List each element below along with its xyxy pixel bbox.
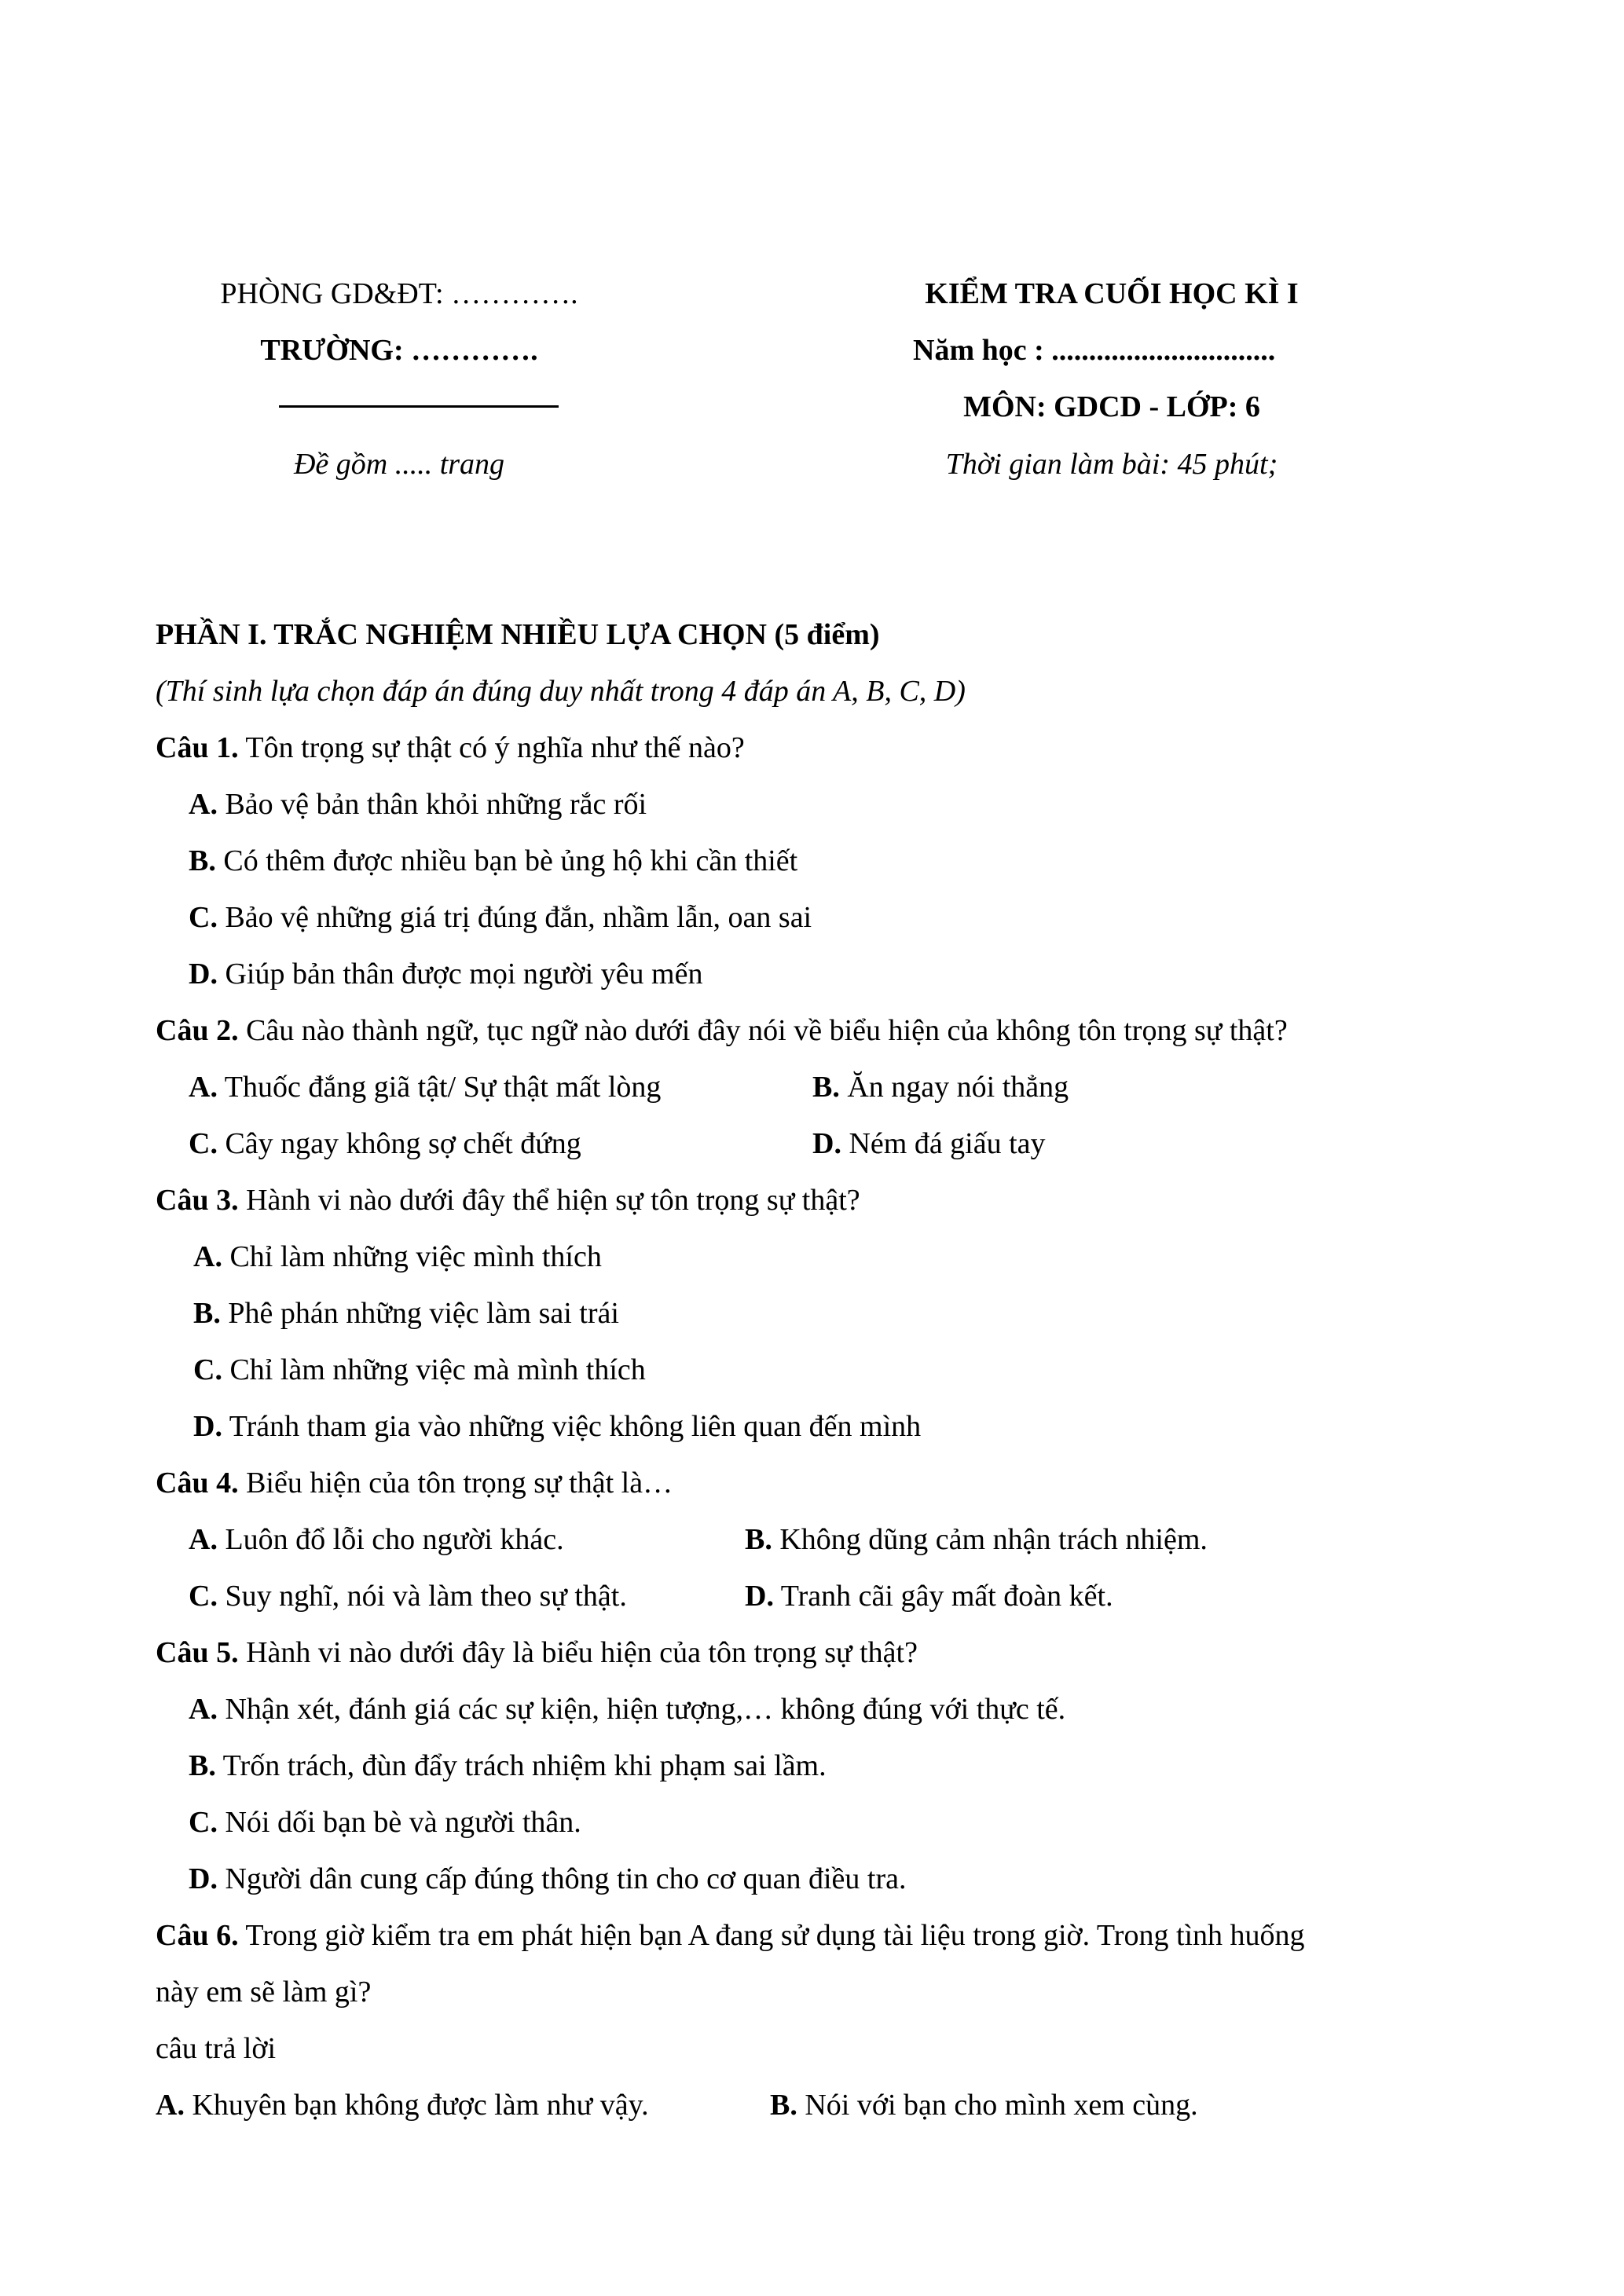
option-key: C. bbox=[193, 1353, 222, 1386]
question-6 bbox=[156, 1921, 1305, 1950]
option-key: C. bbox=[189, 1580, 218, 1613]
question-3 bbox=[156, 1185, 860, 1215]
option-text: Khuyên bạn không được làm như vậy. bbox=[184, 2089, 649, 2122]
option-text: Nói dối bạn bè và người thân. bbox=[217, 1806, 581, 1839]
question-6-continuation: này em sẽ làm gì? bbox=[156, 1976, 372, 2009]
option-key: B. bbox=[193, 1297, 221, 1330]
answer-label: câu trả lời bbox=[156, 2032, 277, 2065]
section-title: PHẦN I. TRẮC NGHIỆM NHIỀU LỰA CHỌN (5 điểm) bbox=[156, 618, 880, 651]
question-label: Câu 2. bbox=[156, 1014, 239, 1047]
q1-option-d bbox=[189, 959, 702, 989]
option-text: Suy nghĩ, nói và làm theo sự thật. bbox=[217, 1580, 627, 1613]
question-label: Câu 6. bbox=[156, 1919, 239, 1952]
question-text: Biểu hiện của tôn trọng sự thật là… bbox=[238, 1467, 673, 1500]
option-text: Bảo vệ những giá trị đúng đắn, nhầm lẫn, oan sai bbox=[217, 901, 812, 934]
option-key: B. bbox=[770, 2089, 797, 2122]
option-key: D. bbox=[193, 1410, 222, 1443]
option-key: A. bbox=[189, 1071, 218, 1104]
q2-option-b bbox=[812, 1072, 1069, 1102]
q2-option-a bbox=[189, 1072, 661, 1102]
q2-option-c bbox=[189, 1129, 581, 1159]
option-key: A. bbox=[189, 1523, 218, 1556]
option-key: D. bbox=[189, 1862, 218, 1895]
option-key: A. bbox=[189, 1693, 218, 1726]
q2-option-d bbox=[812, 1129, 1046, 1159]
q6-option-a bbox=[156, 2090, 649, 2120]
option-text: Giúp bản thân được mọi người yêu mến bbox=[217, 958, 703, 991]
q3-option-d bbox=[193, 1412, 921, 1441]
header-divider bbox=[279, 405, 559, 408]
q3-option-c bbox=[193, 1355, 646, 1385]
q3-option-a bbox=[193, 1242, 602, 1272]
q4-option-b bbox=[745, 1525, 1208, 1554]
q5-option-d bbox=[189, 1864, 906, 1894]
q5-option-c bbox=[189, 1807, 581, 1837]
option-key: C. bbox=[189, 1127, 218, 1160]
option-text: Luôn đổ lỗi cho người khác. bbox=[217, 1523, 564, 1556]
option-text: Ném đá giấu tay bbox=[841, 1127, 1046, 1160]
question-text: Tôn trọng sự thật có ý nghĩa như thế nào? bbox=[238, 731, 745, 764]
option-key: B. bbox=[189, 1749, 216, 1782]
option-key: A. bbox=[189, 788, 218, 821]
q4-option-a bbox=[189, 1525, 564, 1554]
q5-option-b bbox=[189, 1751, 827, 1781]
q4-option-d bbox=[745, 1581, 1113, 1611]
school-year: Năm học : .............................. bbox=[913, 334, 1276, 367]
option-key: C. bbox=[189, 1806, 218, 1839]
time-limit: Thời gian làm bài: 45 phút; bbox=[945, 448, 1278, 481]
option-text: Có thêm được nhiều bạn bè ủng hộ khi cần thiết bbox=[215, 844, 798, 877]
question-label: Câu 1. bbox=[156, 731, 239, 764]
option-text: Cây ngay không sợ chết đứng bbox=[217, 1127, 581, 1160]
option-text: Trốn trách, đùn đẩy trách nhiệm khi phạm sai lầm. bbox=[215, 1749, 827, 1782]
question-2 bbox=[156, 1016, 1288, 1045]
question-text: Hành vi nào dưới đây thể hiện sự tôn trọng sự thật? bbox=[238, 1184, 860, 1217]
q1-option-a bbox=[189, 789, 647, 819]
school-line: TRƯỜNG: …………. bbox=[260, 334, 538, 367]
q6-option-b bbox=[770, 2090, 1198, 2120]
question-4 bbox=[156, 1468, 673, 1498]
option-key: B. bbox=[189, 844, 216, 877]
option-key: A. bbox=[156, 2089, 185, 2122]
q1-option-b bbox=[189, 846, 797, 876]
option-text: Không dũng cảm nhận trách nhiệm. bbox=[772, 1523, 1208, 1556]
question-1 bbox=[156, 733, 745, 763]
option-key: B. bbox=[745, 1523, 772, 1556]
question-label: Câu 3. bbox=[156, 1184, 239, 1217]
department-line: PHÒNG GD&ĐT: …………. bbox=[220, 277, 578, 310]
question-label: Câu 5. bbox=[156, 1636, 239, 1669]
option-text: Tránh tham gia vào những việc không liên quan đến mình bbox=[222, 1410, 922, 1443]
option-text: Người dân cung cấp đúng thông tin cho cơ quan điều tra. bbox=[217, 1862, 907, 1895]
option-text: Nói với bạn cho mình xem cùng. bbox=[797, 2089, 1198, 2122]
option-text: Bảo vệ bản thân khỏi những rắc rối bbox=[217, 788, 647, 821]
option-text: Phê phán những việc làm sai trái bbox=[220, 1297, 619, 1330]
q5-option-a bbox=[189, 1694, 1065, 1724]
option-text: Chỉ làm những việc mình thích bbox=[222, 1240, 602, 1273]
option-text: Thuốc đắng giã tật/ Sự thật mất lòng bbox=[217, 1071, 662, 1104]
question-text: Trong giờ kiểm tra em phát hiện bạn A đang sử dụng tài liệu trong giờ. Trong tình huống bbox=[238, 1919, 1305, 1952]
option-text: Nhận xét, đánh giá các sự kiện, hiện tượng,… không đúng với thực tế. bbox=[217, 1693, 1066, 1726]
option-text: Ăn ngay nói thẳng bbox=[839, 1071, 1069, 1104]
page-count: Đề gồm ..... trang bbox=[293, 448, 505, 481]
exam-title: KIỂM TRA CUỐI HỌC KÌ I bbox=[925, 277, 1299, 310]
option-text: Chỉ làm những việc mà mình thích bbox=[222, 1353, 646, 1386]
section-instruction: (Thí sinh lựa chọn đáp án đúng duy nhất trong 4 đáp án A, B, C, D) bbox=[156, 675, 966, 708]
option-key: D. bbox=[745, 1580, 774, 1613]
option-key: D. bbox=[189, 958, 218, 991]
option-key: D. bbox=[812, 1127, 841, 1160]
question-label: Câu 4. bbox=[156, 1467, 239, 1500]
q3-option-b bbox=[193, 1298, 619, 1328]
option-key: A. bbox=[193, 1240, 222, 1273]
option-key: B. bbox=[812, 1071, 840, 1104]
question-text: Câu nào thành ngữ, tục ngữ nào dưới đây nói về biểu hiện của không tôn trọng sự thật? bbox=[238, 1014, 1288, 1047]
q4-option-c bbox=[189, 1581, 627, 1611]
q1-option-c bbox=[189, 903, 812, 932]
option-text: Tranh cãi gây mất đoàn kết. bbox=[773, 1580, 1113, 1613]
subject-line: MÔN: GDCD - LỚP: 6 bbox=[963, 390, 1260, 423]
option-key: C. bbox=[189, 901, 218, 934]
question-text: Hành vi nào dưới đây là biểu hiện của tôn trọng sự thật? bbox=[238, 1636, 918, 1669]
question-5 bbox=[156, 1638, 918, 1668]
